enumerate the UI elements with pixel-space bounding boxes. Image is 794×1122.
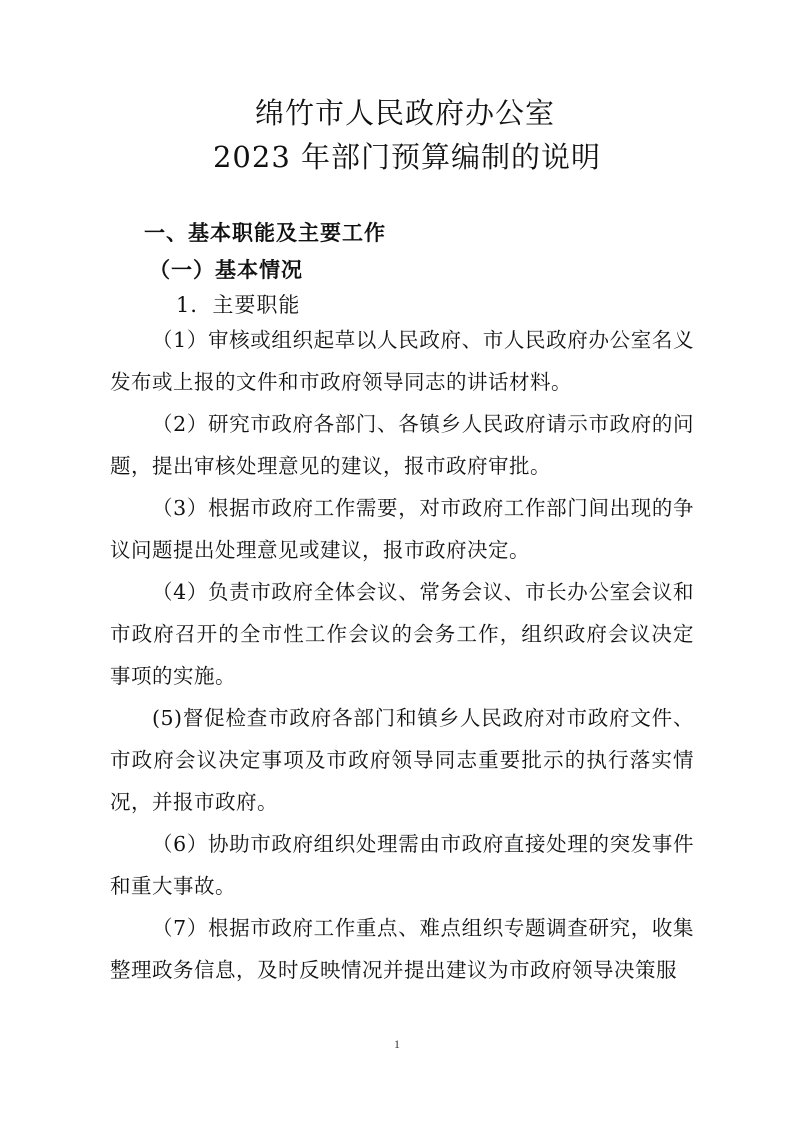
paragraph-duty-6: （6）协助市政府组织处理需由市政府直接处理的突发事件和重大事故。 bbox=[110, 832, 694, 898]
document-title-line-1: 绵竹市人民政府办公室 bbox=[254, 96, 555, 130]
paragraph-duty-5: (5)督促检查市政府各部门和镇乡人民政府对市政府文件、市政府会议决定事项及市政府领导同志重要批示的执行落实情况，并报市政府。 bbox=[110, 706, 694, 814]
section-heading: 一、基本职能及主要工作 bbox=[144, 220, 386, 245]
paragraph-duty-3: （3）根据市政府工作需要，对市政府工作部门间出现的争议问题提出处理意见或建议，报市政府决定。 bbox=[110, 496, 694, 562]
page-number: 1 bbox=[394, 1037, 400, 1051]
paragraph-duty-2: （2）研究市政府各部门、各镇乡人民政府请示市政府的问题，提出审核处理意见的建议，报市政府审批。 bbox=[110, 412, 694, 478]
subsection-heading: （一）基本情况 bbox=[149, 257, 303, 282]
paragraph-duty-7: （7）根据市政府工作重点、难点组织专题调查研究，收集整理政务信息，及时反映情况并提出建议为市政府领导决策服 bbox=[110, 916, 694, 982]
item-heading: 1．主要职能 bbox=[176, 293, 301, 317]
paragraph-duty-1: （1）审核或组织起草以人民政府、市人民政府办公室名义发布或上报的文件和市政府领导同志的讲话材料。 bbox=[110, 328, 694, 394]
paragraph-duty-4: （4）负责市政府全体会议、常务会议、市长办公室会议和市政府召开的全市性工作会议的会务工作，组织政府会议决定事项的实施。 bbox=[110, 580, 694, 688]
document-title-line-2: 2023 年部门预算编制的说明 bbox=[212, 140, 602, 174]
